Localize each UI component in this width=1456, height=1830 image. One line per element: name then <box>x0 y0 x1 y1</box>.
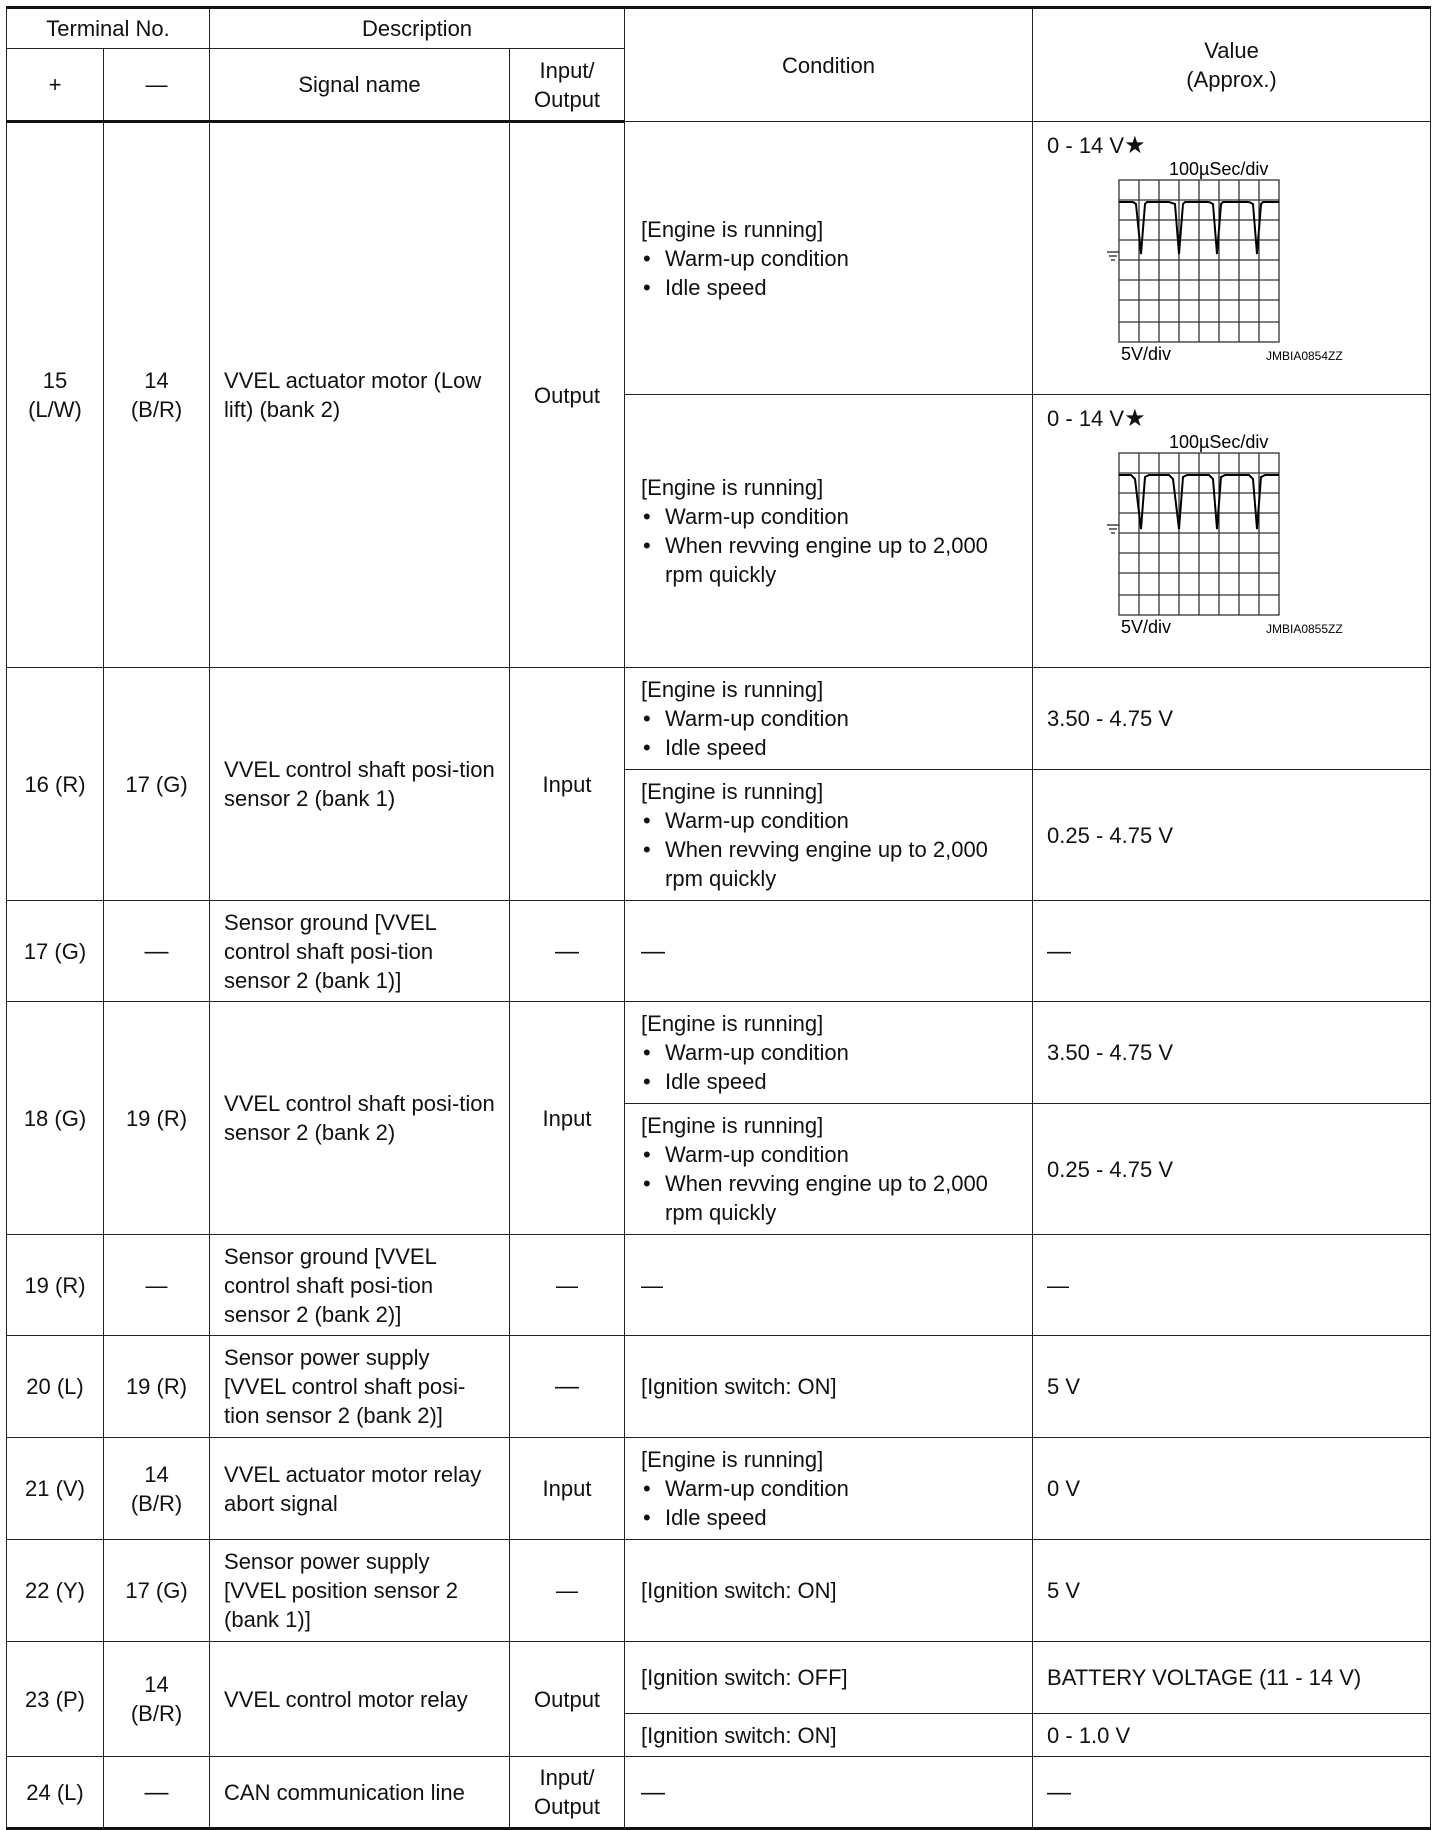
condition <box>625 1104 1033 1235</box>
condition-bullet: • Warm-up condition <box>641 1474 1018 1503</box>
table-row <box>7 1757 1431 1829</box>
table-row <box>7 901 1431 1002</box>
figure-code: JMBIA0855ZZ <box>1266 622 1343 636</box>
signal-name: VVEL control motor relay <box>210 1642 510 1757</box>
terminal-plus: 21 (V) <box>7 1438 104 1540</box>
condition-bullet: • Warm-up condition <box>641 806 1018 835</box>
condition-bullet: • When revving engine up to 2,000 rpm quickly <box>641 835 1018 893</box>
value-text: 0.25 - 4.75 V <box>1033 1104 1431 1235</box>
condition-bullet: • Idle speed <box>641 733 1018 762</box>
value-text: BATTERY VOLTAGE (11 - 14 V) <box>1033 1642 1431 1714</box>
value-text: 3.50 - 4.75 V <box>1033 668 1431 770</box>
value-text: 3.50 - 4.75 V <box>1033 1002 1431 1104</box>
terminal-plus: 22 (Y) <box>7 1540 104 1642</box>
condition: [Ignition switch: ON] <box>625 1714 1033 1757</box>
header-signal-name: Signal name <box>210 49 510 122</box>
input-output: Input <box>510 1002 625 1235</box>
value-text: 0 - 14 V <box>1047 406 1125 431</box>
value-text: — <box>1033 901 1431 1002</box>
star-icon: ★ <box>1124 405 1146 432</box>
header-io: Input/ Output <box>510 49 625 122</box>
table-row <box>7 1642 1431 1714</box>
table-row <box>7 1540 1431 1642</box>
signal-name: Sensor ground [VVEL control shaft posi-tion sensor 2 (bank 2)] <box>210 1235 510 1336</box>
condition: [Ignition switch: ON] <box>625 1540 1033 1642</box>
signal-name: CAN communication line <box>210 1757 510 1829</box>
terminal-plus: 24 (L) <box>7 1757 104 1829</box>
terminal-minus: — <box>104 1235 210 1336</box>
terminal-plus: 19 (R) <box>7 1235 104 1336</box>
oscilloscope-waveform <box>1099 433 1389 649</box>
terminal-plus: 20 (L) <box>7 1336 104 1438</box>
star-icon: ★ <box>1124 132 1146 159</box>
value-text: 0 - 14 V <box>1047 133 1125 158</box>
value-waveform <box>1033 395 1431 668</box>
table-row <box>7 1438 1431 1540</box>
condition: [Ignition switch: ON] <box>625 1336 1033 1438</box>
header-condition: Condition <box>625 8 1033 122</box>
condition-bullet: • Idle speed <box>641 1067 1018 1096</box>
value-text: 0.25 - 4.75 V <box>1033 770 1431 901</box>
value-text: 0 V <box>1033 1438 1431 1540</box>
condition-bullet: • Warm-up condition <box>641 502 1018 531</box>
condition <box>625 122 1033 395</box>
terminal-minus: 14 (B/R) <box>104 122 210 668</box>
input-output: Output <box>510 122 625 668</box>
condition-heading: [Engine is running] <box>641 677 824 702</box>
terminal-minus: — <box>104 901 210 1002</box>
table-row <box>7 1235 1431 1336</box>
signal-name: VVEL control shaft posi-tion sensor 2 (bank 1) <box>210 668 510 901</box>
condition-bullet: • When revving engine up to 2,000 rpm quickly <box>641 1169 1018 1227</box>
terminal-minus: 14 (B/R) <box>104 1642 210 1757</box>
value-text: — <box>1033 1757 1431 1829</box>
signal-name: Sensor power supply [VVEL control shaft posi-tion sensor 2 (bank 2)] <box>210 1336 510 1438</box>
condition-bullet: • When revving engine up to 2,000 rpm quickly <box>641 531 1018 589</box>
condition <box>625 1002 1033 1104</box>
volts-label: 5V/div <box>1121 617 1172 637</box>
table-row <box>7 1002 1431 1104</box>
terminal-minus: 19 (R) <box>104 1336 210 1438</box>
condition-heading: [Engine is running] <box>641 779 824 804</box>
signal-name: Sensor ground [VVEL control shaft posi-tion sensor 2 (bank 1)] <box>210 901 510 1002</box>
timebase-label: 100µSec/div <box>1169 433 1269 452</box>
oscilloscope-waveform <box>1099 160 1389 376</box>
input-output: — <box>510 1336 625 1438</box>
value-waveform <box>1033 122 1431 395</box>
header-terminal-no: Terminal No. <box>7 8 210 49</box>
table-row <box>7 668 1431 770</box>
input-output: Input/ Output <box>510 1757 625 1829</box>
header-value: Value (Approx.) <box>1033 8 1431 122</box>
input-output: Input <box>510 668 625 901</box>
input-output: Input <box>510 1438 625 1540</box>
value-text: 5 V <box>1033 1336 1431 1438</box>
condition <box>625 395 1033 668</box>
condition-bullet: • Idle speed <box>641 273 1018 302</box>
timebase-label: 100µSec/div <box>1169 160 1269 179</box>
terminal-plus: 15 (L/W) <box>7 122 104 668</box>
terminal-plus: 17 (G) <box>7 901 104 1002</box>
condition <box>625 668 1033 770</box>
value-text: 5 V <box>1033 1540 1431 1642</box>
terminal-plus: 16 (R) <box>7 668 104 901</box>
condition: [Ignition switch: OFF] <box>625 1642 1033 1714</box>
terminal-minus: — <box>104 1757 210 1829</box>
terminal-plus: 23 (P) <box>7 1642 104 1757</box>
condition <box>625 1438 1033 1540</box>
condition-bullet: • Warm-up condition <box>641 1140 1018 1169</box>
condition-heading: [Engine is running] <box>641 1011 824 1036</box>
signal-name: VVEL control shaft posi-tion sensor 2 (bank 2) <box>210 1002 510 1235</box>
input-output: — <box>510 1540 625 1642</box>
terminal-minus: 17 (G) <box>104 668 210 901</box>
header-minus: — <box>104 49 210 122</box>
signal-name: Sensor power supply [VVEL position sensor 2 (bank 1)] <box>210 1540 510 1642</box>
condition-bullet: • Idle speed <box>641 1503 1018 1532</box>
terminal-plus: 18 (G) <box>7 1002 104 1235</box>
condition-heading: [Engine is running] <box>641 1447 824 1472</box>
condition: — <box>625 1757 1033 1829</box>
input-output: — <box>510 901 625 1002</box>
condition: — <box>625 901 1033 1002</box>
input-output: Output <box>510 1642 625 1757</box>
terminal-minus: 19 (R) <box>104 1002 210 1235</box>
volts-label: 5V/div <box>1121 344 1172 364</box>
condition-bullet: • Warm-up condition <box>641 704 1018 733</box>
figure-code: JMBIA0854ZZ <box>1266 349 1343 363</box>
terminal-minus: 14 (B/R) <box>104 1438 210 1540</box>
condition-bullet: • Warm-up condition <box>641 244 1018 273</box>
header-description: Description <box>210 8 625 49</box>
value-text: — <box>1033 1235 1431 1336</box>
value-text: 0 - 1.0 V <box>1033 1714 1431 1757</box>
condition-heading: [Engine is running] <box>641 216 824 242</box>
condition: — <box>625 1235 1033 1336</box>
terminal-table-container <box>6 6 1430 1830</box>
signal-name: VVEL actuator motor relay abort signal <box>210 1438 510 1540</box>
table-row <box>7 122 1431 395</box>
table-row <box>7 1336 1431 1438</box>
input-output: — <box>510 1235 625 1336</box>
condition-heading: [Engine is running] <box>641 1113 824 1138</box>
condition-heading: [Engine is running] <box>641 475 824 500</box>
terminal-table <box>6 6 1431 1830</box>
condition-bullet: • Warm-up condition <box>641 1038 1018 1067</box>
signal-name: VVEL actuator motor (Low lift) (bank 2) <box>210 122 510 668</box>
terminal-minus: 17 (G) <box>104 1540 210 1642</box>
condition <box>625 770 1033 901</box>
header-plus: + <box>7 49 104 122</box>
